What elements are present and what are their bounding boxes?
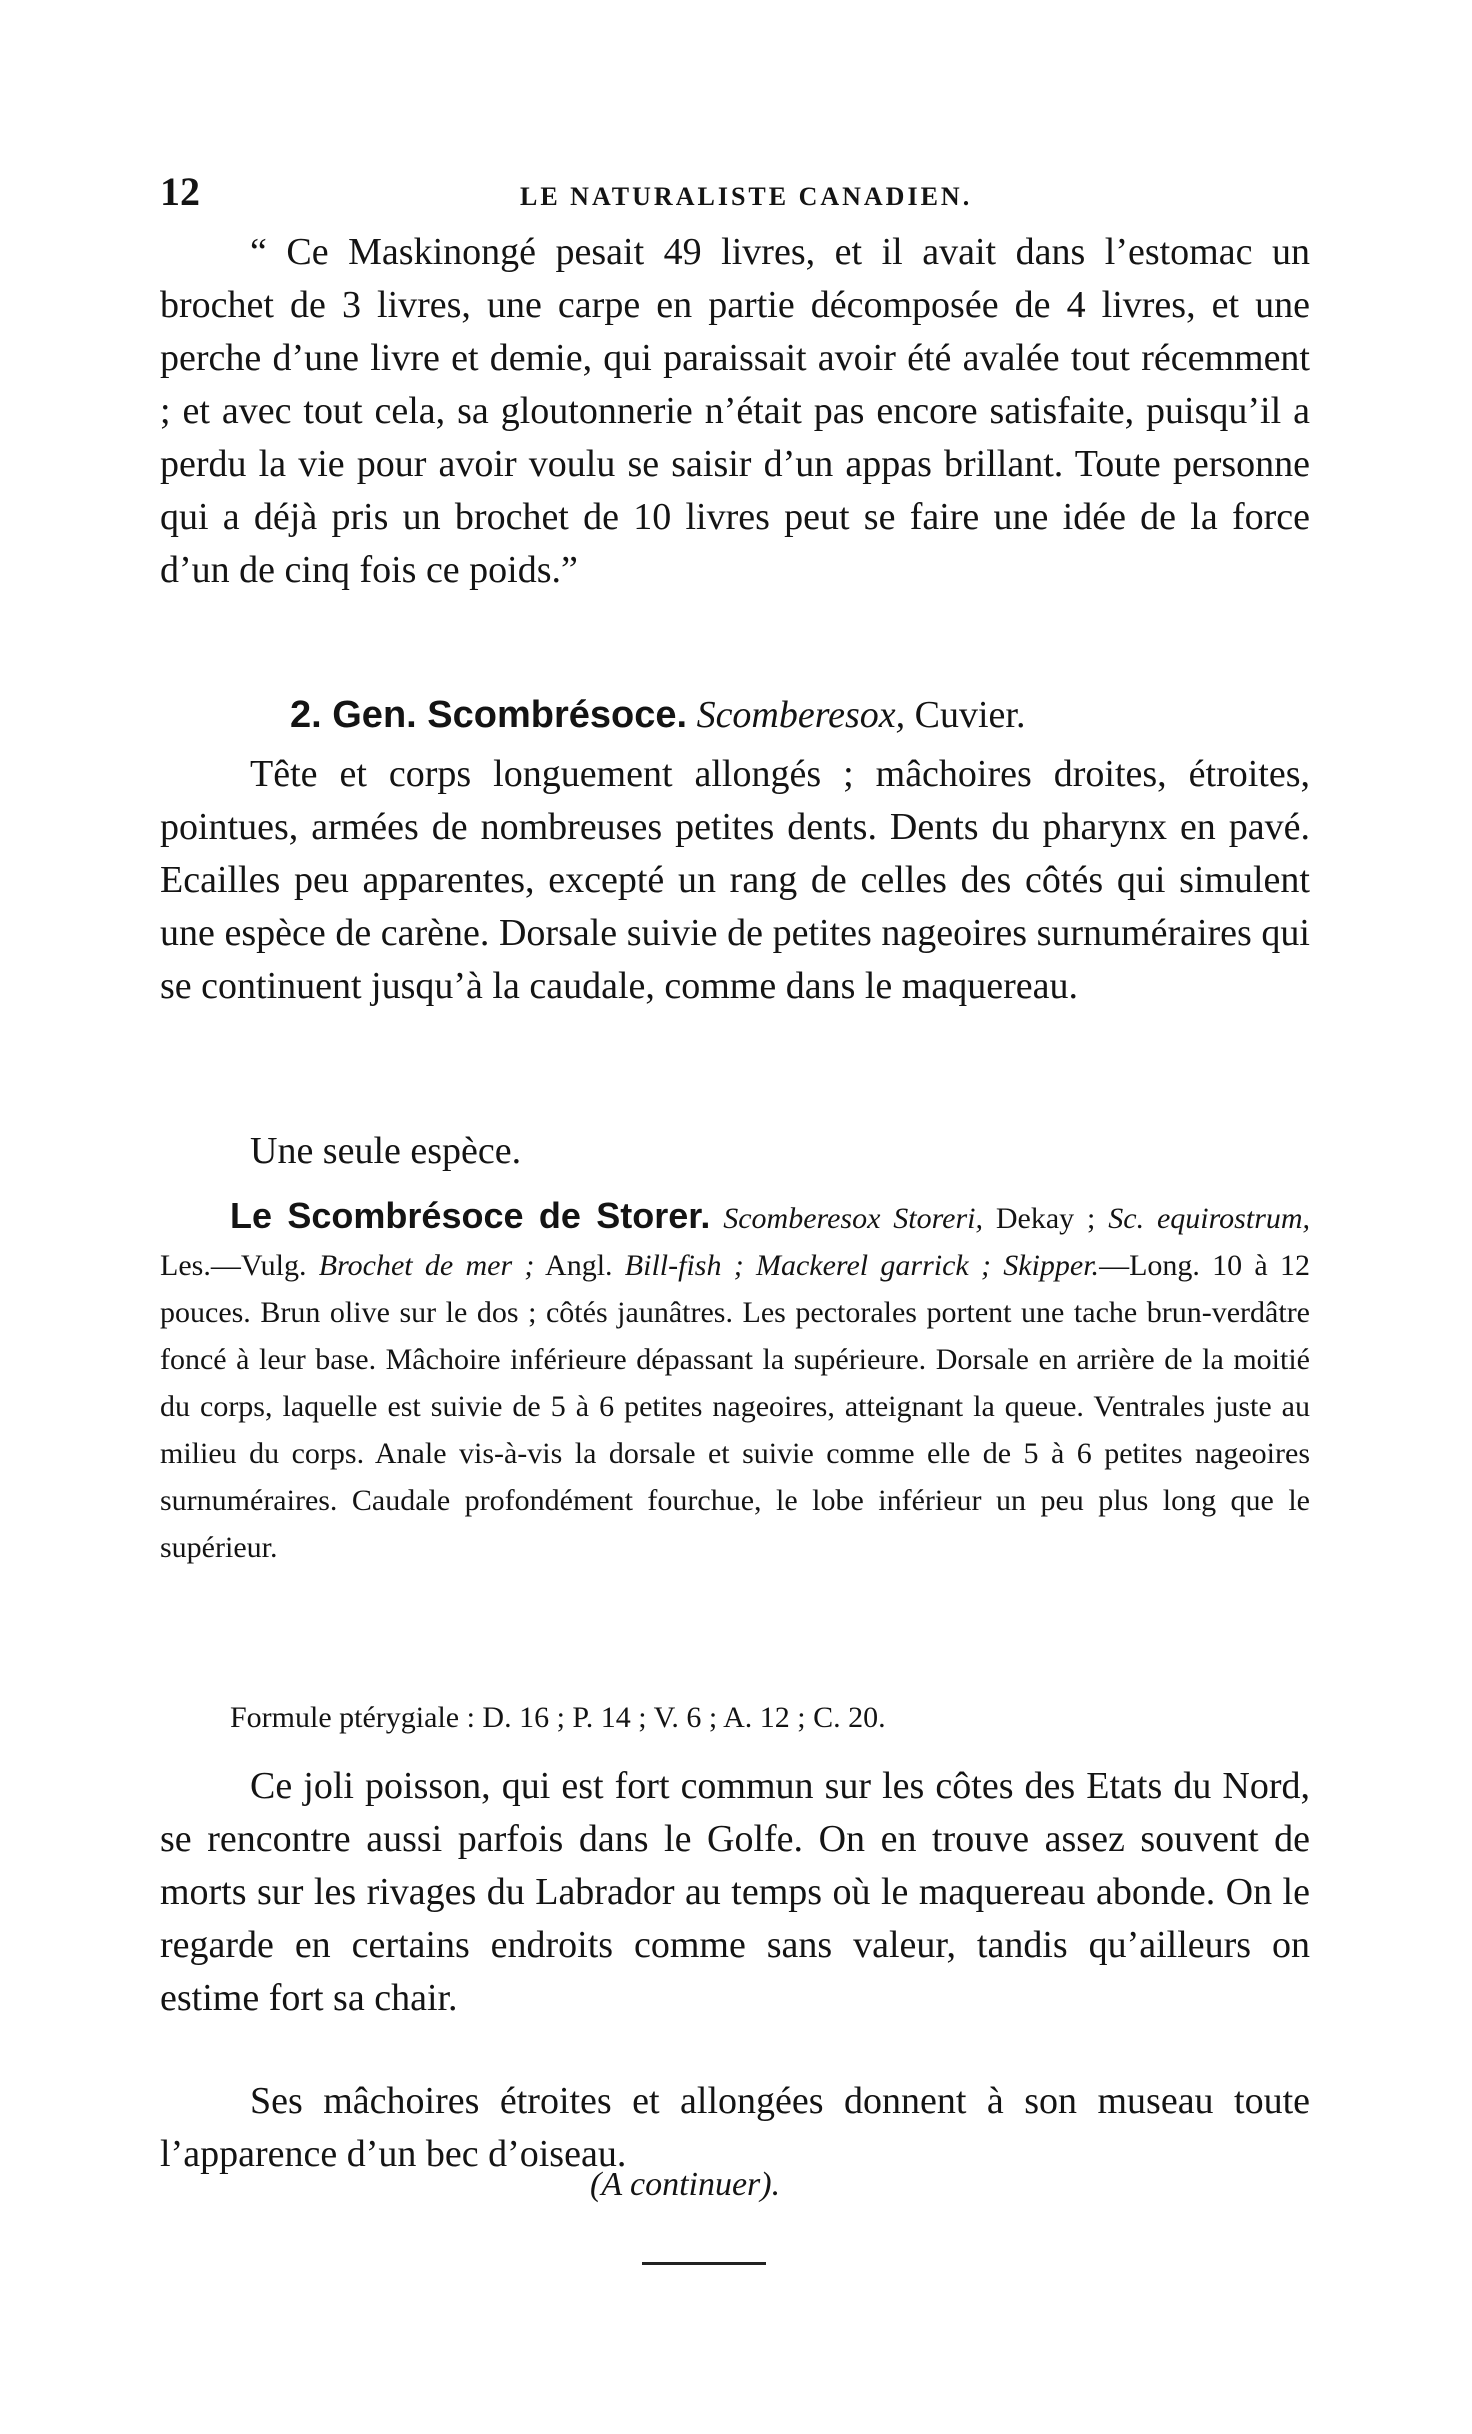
quote-paragraph: “ Ce Maskinongé pesait 49 livres, et il avait dans l’estomac un brochet de 3 livres, une carpe en partie décomposée de 4 livres, et une perche d’une livre et demie, qui paraissait avoir été avalée tout récemment ; et avec tout cela, sa gloutonnerie n’était pas encore satisfaite, puisqu’il a perdu la vie pour avoir voulu se saisir d’un appas brillant. Toute personne qui a déjà pris un brochet de 10 livres peut se faire une idée de la force d’un de cinq fois ce poids.” bbox=[160, 231, 1310, 591]
species-english-names: Bill-fish ; Mackerel garrick ; Skipper. bbox=[624, 1249, 1100, 1282]
species-description: —Long. 10 à 12 pouces. Brun olive sur le dos ; côtés jaunâtres. Les pectorales portent une tache brun-verdâtre foncé à leur base. Mâchoire inférieure dépassant la supérieure. Dorsale en arrière de la moitié du corps, laquelle est suivie de 5 à 6 petites nageoires, atteignant la queue. Ventrales juste au milieu du corps. Anale vis-à-vis la dorsale et suivie comme elle de 5 à 6 petites nageoires surnuméraires. Caudale profondément fourchue, le lobe inférieur un peu plus long que le supérieur. bbox=[160, 1249, 1310, 1564]
species-vulgar-name: Brochet de mer ; bbox=[318, 1249, 535, 1282]
range-paragraph: Ce joli poisson, qui est fort commun sur les côtes des Etats du Nord, se rencontre aussi parfois dans le Golfe. On en trouve assez souvent de morts sur les rivages du Labrador au temps où le maquereau abonde. On le regarde en certains endroits comme sans valeur, tandis qu’ailleurs on estime fort sa chair. bbox=[160, 1765, 1310, 2019]
fin-formula: Formule ptérygiale : D. 16 ; P. 14 ; V. 6 ; A. 12 ; C. 20. bbox=[230, 1701, 886, 1734]
running-title: LE NATURALISTE CANADIEN. bbox=[520, 182, 973, 211]
beak-paragraph: Ses mâchoires étroites et allongées donnent à son museau toute l’apparence d’un bec d’oiseau. bbox=[160, 2080, 1310, 2175]
genus-latin: Scomberesox, bbox=[696, 694, 906, 736]
species-angl-label: Angl. bbox=[545, 1249, 613, 1282]
species-name: Le Scombrésoce de Storer. bbox=[230, 1195, 711, 1236]
species-synonym: Sc. equirostrum, bbox=[1108, 1202, 1311, 1235]
species-latin: Scomberesox Storeri, bbox=[723, 1202, 983, 1235]
single-species-note: Une seule espèce. bbox=[250, 1130, 522, 1172]
genus-number: 2. Gen. Scombrésoce. bbox=[290, 694, 688, 736]
continue-note: (A continuer). bbox=[590, 2166, 781, 2203]
page-header bbox=[160, 168, 1310, 228]
species-entry bbox=[160, 1192, 1310, 1571]
genus-author: Cuvier. bbox=[914, 694, 1026, 736]
genus-heading bbox=[290, 693, 1025, 737]
end-rule bbox=[642, 2262, 766, 2265]
species-author: Dekay ; bbox=[995, 1202, 1096, 1235]
genus-description: Tête et corps longuement allongés ; mâchoires droites, étroites, pointues, armées de nombreuses petites dents. Dents du pharynx en pavé. Ecailles peu apparentes, excepté un rang de celles des côtés qui simulent une espèce de carène. Dorsale suivie de petites nageoires surnuméraires qui se continuent jusqu’à la caudale, comme dans le maquereau. bbox=[160, 753, 1310, 1007]
species-synonym-author: Les.—Vulg. bbox=[160, 1249, 307, 1282]
page-number: 12 bbox=[160, 169, 200, 214]
